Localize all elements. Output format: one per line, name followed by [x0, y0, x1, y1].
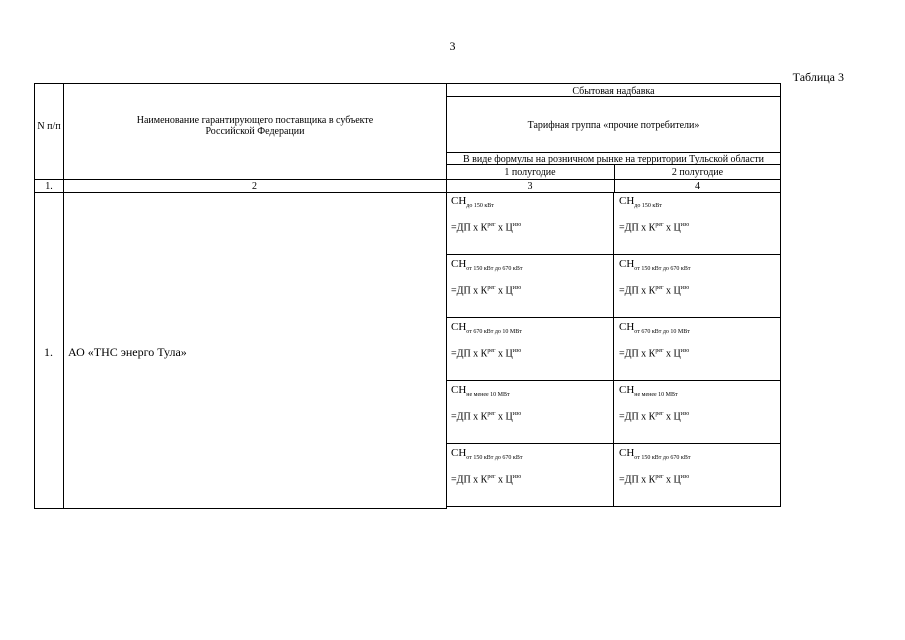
formula-x: х Ц	[495, 348, 513, 360]
formula-x: х Ц	[495, 285, 513, 297]
formula-subscript: от 670 кВт до 10 МВт	[634, 329, 690, 335]
formula-label	[451, 195, 494, 212]
formula-x: х Ц	[663, 285, 681, 297]
formula-expression	[451, 408, 521, 423]
formula-k-sup: рег	[655, 285, 664, 291]
formula-label	[451, 447, 522, 464]
formula-label	[619, 258, 690, 275]
formula-c-sup: изо	[512, 222, 522, 228]
formula-expression	[451, 219, 521, 234]
formula-label	[619, 447, 690, 464]
formula-symbol: СН	[619, 321, 635, 333]
formula-x: х Ц	[495, 474, 513, 486]
formula-expression	[619, 471, 689, 486]
formula-eq: =ДП х К	[619, 474, 656, 486]
formula-symbol: СН	[451, 321, 467, 333]
formula-symbol: СН	[619, 384, 635, 396]
formula-eq: =ДП х К	[619, 411, 656, 423]
formula-k-sup: рег	[655, 222, 664, 228]
page-number: 3	[449, 39, 456, 53]
formula-eq: =ДП х К	[451, 411, 488, 423]
formula-k-sup: рег	[487, 222, 496, 228]
formula-eq: =ДП х К	[451, 222, 488, 234]
formula-subscript: до 150 кВт	[466, 203, 494, 209]
formula-c-sup: изо	[680, 222, 690, 228]
formula-label	[619, 195, 662, 212]
formula-expression	[451, 471, 521, 486]
formula-subscript: не менее 10 МВт	[634, 392, 678, 398]
formula-label	[451, 321, 522, 338]
formula-k-sup: рег	[655, 474, 664, 480]
formula-note: В виде формулы на розничном рынке на территории Тульской области	[463, 154, 764, 165]
formula-symbol: СН	[451, 258, 467, 270]
column-index-4: 4	[695, 181, 700, 192]
formula-subscript: от 150 кВт до 670 кВт	[634, 266, 691, 272]
formula-x: х Ц	[663, 222, 681, 234]
formula-x: х Ц	[663, 348, 681, 360]
formula-x: х Ц	[663, 411, 681, 423]
formula-symbol: СН	[619, 258, 635, 270]
formula-eq: =ДП х К	[619, 285, 656, 297]
formula-k-sup: рег	[655, 348, 664, 354]
row-number: 1.	[44, 345, 53, 359]
formula-k-sup: рег	[487, 474, 496, 480]
formula-subscript: не менее 10 МВт	[466, 392, 510, 398]
supplier-name: АО «ТНС энерго Тула»	[68, 345, 187, 359]
formula-c-sup: изо	[512, 348, 522, 354]
column-header-number: N п/п	[37, 121, 61, 132]
column-index-3: 3	[527, 181, 533, 192]
formula-c-sup: изо	[680, 285, 690, 291]
formula-subscript: от 670 кВт до 10 МВт	[466, 329, 522, 335]
formula-expression	[619, 345, 689, 360]
formula-expression	[619, 219, 689, 234]
formula-expression	[619, 408, 689, 423]
formula-eq: =ДП х К	[619, 348, 656, 360]
formula-k-sup: рег	[487, 348, 496, 354]
formula-symbol: СН	[619, 195, 635, 207]
column-index-2: 2	[252, 181, 257, 192]
formula-label	[451, 384, 510, 401]
formula-eq: =ДП х К	[451, 348, 488, 360]
formula-expression	[451, 282, 521, 297]
formula-c-sup: изо	[512, 285, 522, 291]
formula-expression	[619, 282, 689, 297]
half-year-1: 1 полугодие	[504, 167, 556, 178]
table-caption: Таблица 3	[792, 70, 844, 84]
formula-x: х Ц	[495, 222, 513, 234]
column-index-1: 1.	[45, 181, 53, 192]
formula-symbol: СН	[451, 384, 467, 396]
formula-subscript: от 150 кВт до 670 кВт	[466, 455, 523, 461]
formula-k-sup: рег	[487, 411, 496, 417]
formula-c-sup: изо	[512, 474, 522, 480]
formula-c-sup: изо	[680, 474, 690, 480]
formula-label	[619, 384, 678, 401]
formula-eq: =ДП х К	[619, 222, 656, 234]
formula-symbol: СН	[451, 447, 467, 459]
formula-subscript: от 150 кВт до 670 кВт	[634, 455, 691, 461]
half-year-2: 2 полугодие	[671, 167, 724, 178]
formula-k-sup: рег	[487, 285, 496, 291]
formula-subscript: от 150 кВт до 670 кВт	[466, 266, 523, 272]
formula-label	[451, 258, 522, 275]
formula-eq: =ДП х К	[451, 474, 488, 486]
formula-subscript: до 150 кВт	[634, 203, 662, 209]
formula-c-sup: изо	[680, 411, 690, 417]
formula-label	[619, 321, 690, 338]
formula-x: х Ц	[663, 474, 681, 486]
formula-expression	[451, 345, 521, 360]
formula-symbol: СН	[619, 447, 635, 459]
formula-symbol: СН	[451, 195, 467, 207]
tariff-group-label: Тарифная группа «прочие потребители»	[527, 120, 700, 131]
formula-x: х Ц	[495, 411, 513, 423]
column-header-name: Наименование гарантирующего поставщика в субъекте Российской Федерации	[136, 115, 374, 137]
formula-k-sup: рег	[655, 411, 664, 417]
column-header-markup: Сбытовая надбавка	[572, 86, 655, 97]
formula-c-sup: изо	[680, 348, 690, 354]
formula-eq: =ДП х К	[451, 285, 488, 297]
formula-c-sup: изо	[512, 411, 522, 417]
